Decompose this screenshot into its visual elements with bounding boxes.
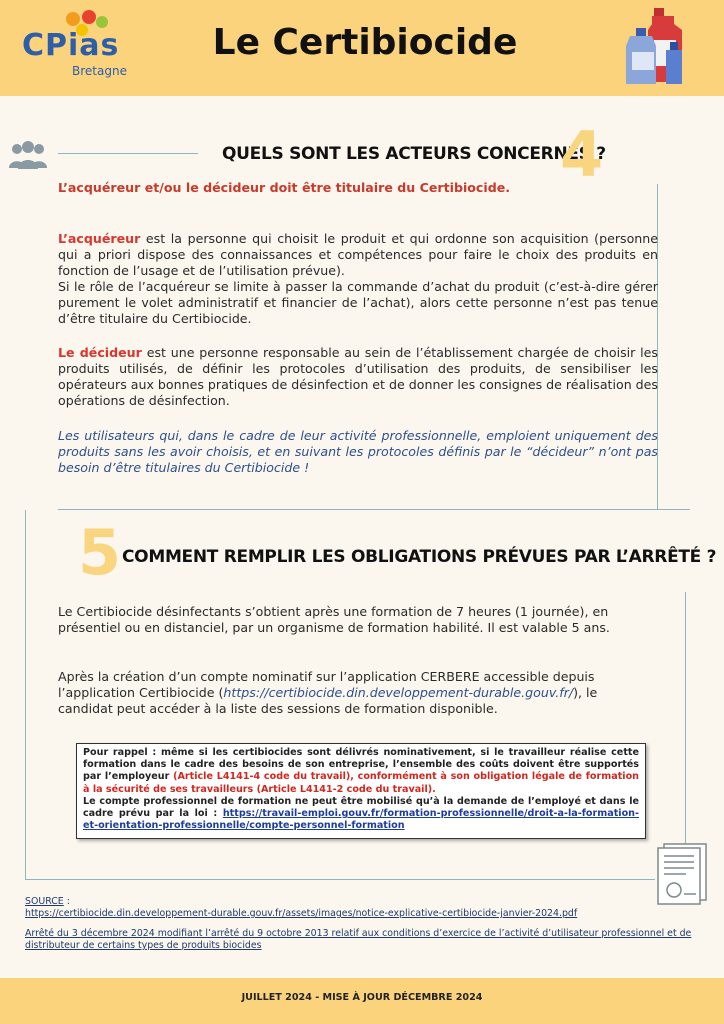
section5-number: 5 xyxy=(78,516,122,589)
section5-paragraph-2 xyxy=(58,669,648,717)
source-colon: : xyxy=(63,896,70,907)
section4-lead: L’acquéreur et/ou le décideur doit être titulaire du Certibiocide. xyxy=(58,180,511,195)
page-header xyxy=(0,0,724,96)
section4-number: 4 xyxy=(560,118,604,191)
cpias-logo xyxy=(22,12,132,82)
source-url-link[interactable]: https://certibiocide.din.developpement-durable.gouv.fr/assets/images/notice-explicative-certibiocide-janvier-2024.pdf xyxy=(25,908,578,919)
section4-bottom-line xyxy=(58,509,690,510)
rappel-text-b: Le compte professionnel de formation ne peut être mobilisé qu’à la demande de l’employé et dans le cadre prévu par la loi : xyxy=(83,795,639,820)
cleaning-bottles-icon xyxy=(624,6,694,88)
rappel-articles: (Article L4141-4 code du travail), conformément à son obligation légale de formation à la sécurité de ses travailleurs (Article L4141-2 code du travail). xyxy=(83,771,639,795)
people-group-icon xyxy=(8,140,48,170)
arrete-reference[interactable]: Arrêté du 3 décembre 2024 modifiant l’arrêté du 9 octobre 2013 relatif aux conditions d’exercice de l’activité d’utilisateur professionnel et de distributeur de certains types de produits biocides xyxy=(25,928,692,951)
section5-right-line xyxy=(685,592,686,882)
acquereur-text: est la personne qui choisit le produit et qui ordonne son acquisition (personne qui a priori dispose des connaissances et compétences pour faire le choix des produits en fonction de l’usage et de l’utilisation prévue). xyxy=(58,231,658,278)
logo-text: CPias xyxy=(22,28,120,63)
logo-subtitle: Bretagne xyxy=(72,64,127,78)
section5-p2-before: Après la création d’un compte nominatif sur l’application CERBERE accessible depuis l’application Certibiocide ( xyxy=(58,669,595,700)
rappel-text-a: Pour rappel : même si les certibiocides sont délivrés nominativement, si le travailleur réalise cette formation dans le cadre des besoins de son entreprise, l’ensemble des coûts doivent être supportés par l’employeur xyxy=(83,747,639,783)
source-block xyxy=(25,896,695,952)
acquereur-term: L’acquéreur xyxy=(58,231,141,246)
decideur-paragraph xyxy=(58,345,658,409)
page-footer xyxy=(0,978,724,1024)
certibiocide-link[interactable]: https://certibiocide.din.developpement-durable.gouv.fr/ xyxy=(223,685,574,700)
decideur-term: Le décideur xyxy=(58,345,142,360)
section5-bottom-line xyxy=(25,879,655,880)
source-label: SOURCE xyxy=(25,896,64,907)
section4-top-line xyxy=(58,153,198,154)
footer-date: JUILLET 2024 - MISE À JOUR DÉCEMBRE 2024 xyxy=(241,992,483,1003)
section5-p2-after: ), le candidat peut accéder à la liste des sessions de formation disponible. xyxy=(58,685,598,716)
rappel-box xyxy=(76,743,646,839)
section5-left-line xyxy=(25,510,26,880)
section5-heading: COMMENT REMPLIR LES OBLIGATIONS PRÉVUES PAR L’ARRÊTÉ ? xyxy=(122,547,717,567)
acquereur-limit-text: Si le rôle de l’acquéreur se limite à passer la commande d’achat du produit (c’est-à-dire gérer purement le volet administratif et financier de l’achat), alors cette personne n’est pas tenue d’être titulaire du Certibiocide. xyxy=(58,279,658,326)
page-title: Le Certibiocide xyxy=(212,22,518,63)
utilisateurs-note: Les utilisateurs qui, dans le cadre de leur activité professionnelle, emploient uniquement des produits sans les avoir choisis, et en suivant les protocoles définis par le “décideur” n’ont pas besoin d’être titulaires du Certibiocide ! xyxy=(58,428,658,475)
section4-heading: QUELS SONT LES ACTEURS CONCERNÉS ? xyxy=(222,144,606,164)
decideur-text: est une personne responsable au sein de l’établissement chargée de choisir les produits utilisés, de définir les protocoles d’utilisation des produits, de sensibiliser les opérateurs aux bonnes pratiques de désinfection et de donner les consignes de réalisation des opérations de désinfection. xyxy=(58,345,658,408)
section5-paragraph-1: Le Certibiocide désinfectants s’obtient après une formation de 7 heures (1 journée), en présentiel ou en distanciel, par un organisme de formation habilité. Il est valable 5 ans. xyxy=(58,604,610,635)
cpf-link[interactable]: https://travail-emploi.gouv.fr/formation-professionnelle/droit-a-la-formation-et-orientation-professionnelle/compte-personnel-formation xyxy=(83,808,639,832)
acquereur-paragraph xyxy=(58,231,658,327)
